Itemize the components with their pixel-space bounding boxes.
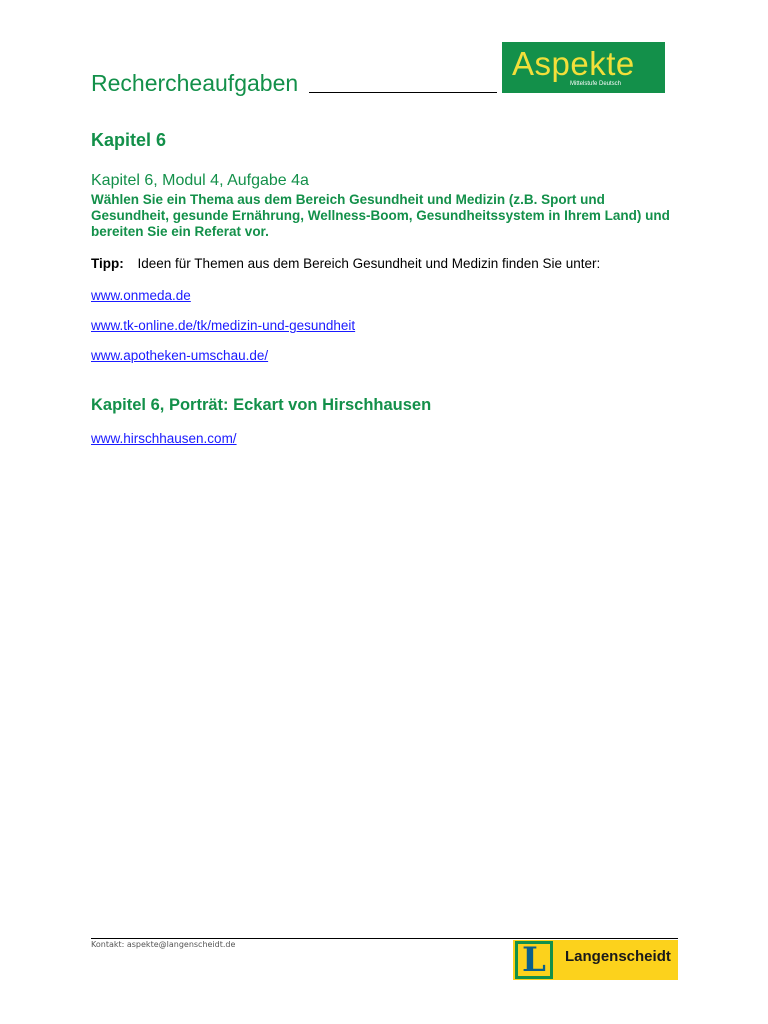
- aspekte-logo: [502, 42, 665, 93]
- langenscheidt-letter: L: [522, 940, 546, 980]
- page-title: Rechercheaufgaben: [91, 70, 299, 96]
- module-heading: Kapitel 6, Modul 4, Aufgabe 4a: [91, 172, 309, 189]
- aspekte-logo-subtitle: Mittelstufe Deutsch: [570, 81, 622, 87]
- chapter-heading: Kapitel 6: [91, 130, 167, 150]
- langenscheidt-word: Langenscheidt: [565, 948, 671, 965]
- tipp-label: Tipp:: [91, 256, 124, 271]
- tipp-text: Ideen für Themen aus dem Bereich Gesundheit und Medizin finden Sie unter:: [137, 256, 601, 271]
- link-apotheken-umschau[interactable]: www.apotheken-umschau.de/: [91, 348, 269, 363]
- task-text: Wählen Sie ein Thema aus dem Bereich Gesundheit und Medizin (z.B. Sport und Gesundheit, gesunde Ernährung, Wellness-Boom, Gesundheitssystem in Ihrem Land) und bereiten Sie ein Referat vor.: [91, 192, 670, 239]
- portrait-heading: Kapitel 6, Porträt: Eckart von Hirschhausen: [91, 396, 432, 414]
- link-hirschhausen[interactable]: www.hirschhausen.com/: [91, 431, 237, 446]
- tipp-line: [91, 256, 600, 271]
- aspekte-logo-word: Aspekte: [512, 45, 635, 82]
- title-underline: [309, 92, 497, 93]
- link-tk-online[interactable]: www.tk-online.de/tk/medizin-und-gesundheit: [91, 318, 356, 333]
- link-onmeda[interactable]: www.onmeda.de: [91, 288, 191, 303]
- langenscheidt-logo: [513, 940, 678, 980]
- footer-divider: [91, 938, 678, 939]
- langenscheidt-mark-icon: [515, 941, 553, 979]
- footer-contact: Kontakt: aspekte@langenscheidt.de: [91, 940, 236, 949]
